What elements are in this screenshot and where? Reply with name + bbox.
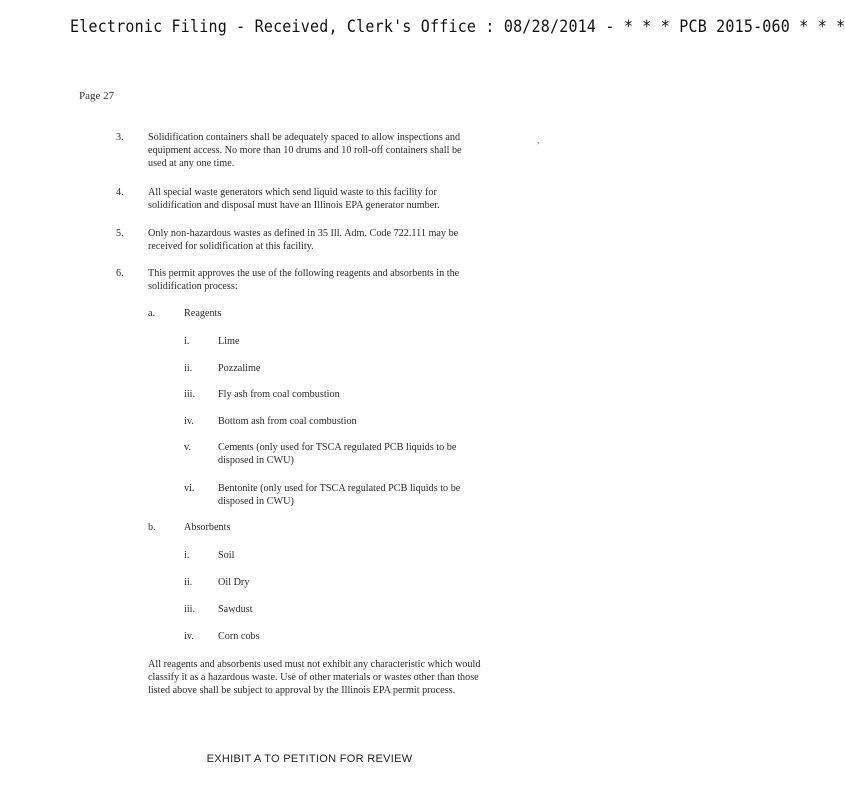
text-line: Solidification containers shall be adequately spaced to allow inspections and <box>148 132 461 143</box>
list-item-text <box>148 267 508 293</box>
list-item-text <box>148 227 508 253</box>
text-line: All special waste generators which send liquid waste to this facility for <box>148 187 437 198</box>
reagent-item <box>218 441 518 467</box>
item-number: 4. <box>116 187 124 198</box>
item-number: 5. <box>116 228 124 239</box>
absorbent-item: Corn cobs <box>218 631 260 642</box>
text-line: classify it as a hazardous waste. Use of other materials or wastes other than those <box>148 672 479 683</box>
text-line: used at any one time. <box>148 158 235 169</box>
text-line: All reagents and absorbents used must not exhibit any characteristic which would <box>148 659 481 670</box>
text-line: This permit approves the use of the following reagents and absorbents in the <box>148 268 460 279</box>
roman-numeral: iv. <box>184 631 194 642</box>
roman-numeral: iii. <box>184 389 196 400</box>
text-line: equipment access. No more than 10 drums and 10 roll-off containers shall be <box>148 145 462 156</box>
exhibit-footer: EXHIBIT A TO PETITION FOR REVIEW <box>206 753 413 765</box>
item-number: 3. <box>116 132 124 143</box>
closing-paragraph <box>148 658 548 697</box>
absorbent-item: Soil <box>218 550 235 561</box>
reagent-item: Pozzalime <box>218 363 261 374</box>
roman-numeral: ii. <box>184 577 193 588</box>
text-line: disposed in CWU) <box>218 455 294 466</box>
roman-numeral: vi. <box>184 483 195 494</box>
absorbent-item: Oil Dry <box>218 577 250 588</box>
reagent-item: Bottom ash from coal combustion <box>218 416 357 427</box>
list-item-text <box>148 131 508 170</box>
electronic-filing-header: Electronic Filing - Received, Clerk's Office : 08/28/2014 - * * * PCB 2015-060 * * * <box>70 16 845 37</box>
text-line: listed above shall be subject to approval by the Illinois EPA permit process. <box>148 685 456 696</box>
roman-numeral: i. <box>184 550 190 561</box>
absorbents-heading: Absorbents <box>184 522 231 533</box>
roman-numeral: i. <box>184 336 190 347</box>
page-number-label: Page 27 <box>79 90 115 102</box>
text-line: Only non-hazardous wastes as defined in 35 Ill. Adm. Code 722.111 may be <box>148 228 459 239</box>
sub-letter: a. <box>148 308 156 319</box>
list-item-text <box>148 186 508 212</box>
roman-numeral: iii. <box>184 604 196 615</box>
reagent-item: Fly ash from coal combustion <box>218 389 340 400</box>
text-line: Cements (only used for TSCA regulated PCB liquids to be <box>218 442 457 453</box>
item-number: 6. <box>116 268 124 279</box>
reagent-item <box>218 482 518 508</box>
roman-numeral: iv. <box>184 416 194 427</box>
text-line: disposed in CWU) <box>218 496 294 507</box>
sub-letter: b. <box>148 522 156 533</box>
roman-numeral: ii. <box>184 363 193 374</box>
roman-numeral: v. <box>184 442 191 453</box>
stray-mark: , <box>537 135 540 145</box>
text-line: solidification process: <box>148 281 238 292</box>
text-line: received for solidification at this facility. <box>148 241 314 252</box>
text-line: solidification and disposal must have an Illinois EPA generator number. <box>148 200 440 211</box>
text-line: Bentonite (only used for TSCA regulated PCB liquids to be <box>218 483 461 494</box>
absorbent-item: Sawdust <box>218 604 253 615</box>
reagent-item: Lime <box>218 336 240 347</box>
reagents-heading: Reagents <box>184 308 222 319</box>
